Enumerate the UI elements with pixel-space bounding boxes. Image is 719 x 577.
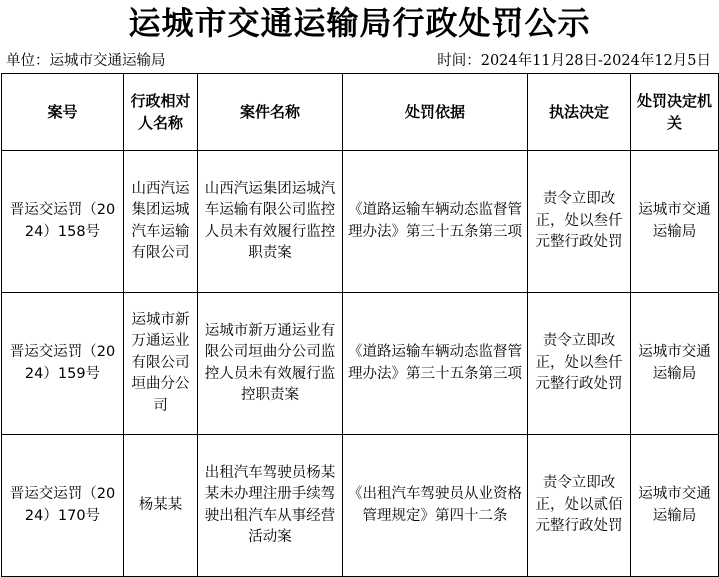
cell-party: 山西汽运集团运城汽车运输有限公司: [124, 151, 198, 293]
cell-case-name: 山西汽运集团运城汽车运输有限公司监控人员未有效履行监控职责案: [198, 151, 343, 293]
cell-basis: 《出租汽车驾驶员从业资格管理规定》第四十二条: [343, 435, 528, 577]
cell-case-no: 晋运交运罚（2024）170号: [2, 435, 124, 577]
cell-case-no: 晋运交运罚（2024）158号: [2, 151, 124, 293]
header-decision: 执法决定: [528, 74, 631, 151]
meta-line: [0, 49, 719, 73]
document-title: 运城市交通运输局行政处罚公示: [128, 4, 591, 42]
table-row: [2, 151, 719, 293]
header-basis: 处罚依据: [343, 74, 528, 151]
cell-basis: 《道路运输车辆动态监督管理办法》第三十五条第三项: [343, 151, 528, 293]
cell-case-name: 运城市新万通运业有限公司垣曲分公司监控人员未有效履行监控职责案: [198, 293, 343, 435]
cell-case-no: 晋运交运罚（2024）159号: [2, 293, 124, 435]
cell-decision: 责令立即改正，处以叁仟元整行政处罚: [528, 293, 631, 435]
period-label: 时间：2024年11月28日-2024年12月5日: [437, 53, 711, 69]
penalty-table: [1, 73, 719, 577]
header-case-no: 案号: [2, 74, 124, 151]
cell-party: 运城市新万通运业有限公司垣曲分公司: [124, 293, 198, 435]
cell-authority: 运城市交通运输局: [631, 293, 719, 435]
cell-basis: 《道路运输车辆动态监督管理办法》第三十五条第三项: [343, 293, 528, 435]
cell-authority: 运城市交通运输局: [631, 435, 719, 577]
cell-decision: 责令立即改正，处以叁仟元整行政处罚: [528, 151, 631, 293]
table-row: [2, 293, 719, 435]
cell-decision: 责令立即改正，处以贰佰元整行政处罚: [528, 435, 631, 577]
cell-case-name: 出租汽车驾驶员杨某某未办理注册手续驾驶出租汽车从事经营活动案: [198, 435, 343, 577]
cell-party: 杨某某: [124, 435, 198, 577]
header-party: 行政相对人名称: [124, 74, 198, 151]
table-header-row: [2, 74, 719, 151]
unit-label: 单位：运城市交通运输局: [6, 53, 166, 69]
header-case-name: 案件名称: [198, 74, 343, 151]
table-row: [2, 435, 719, 577]
header-authority: 处罚决定机关: [631, 74, 719, 151]
cell-authority: 运城市交通运输局: [631, 151, 719, 293]
